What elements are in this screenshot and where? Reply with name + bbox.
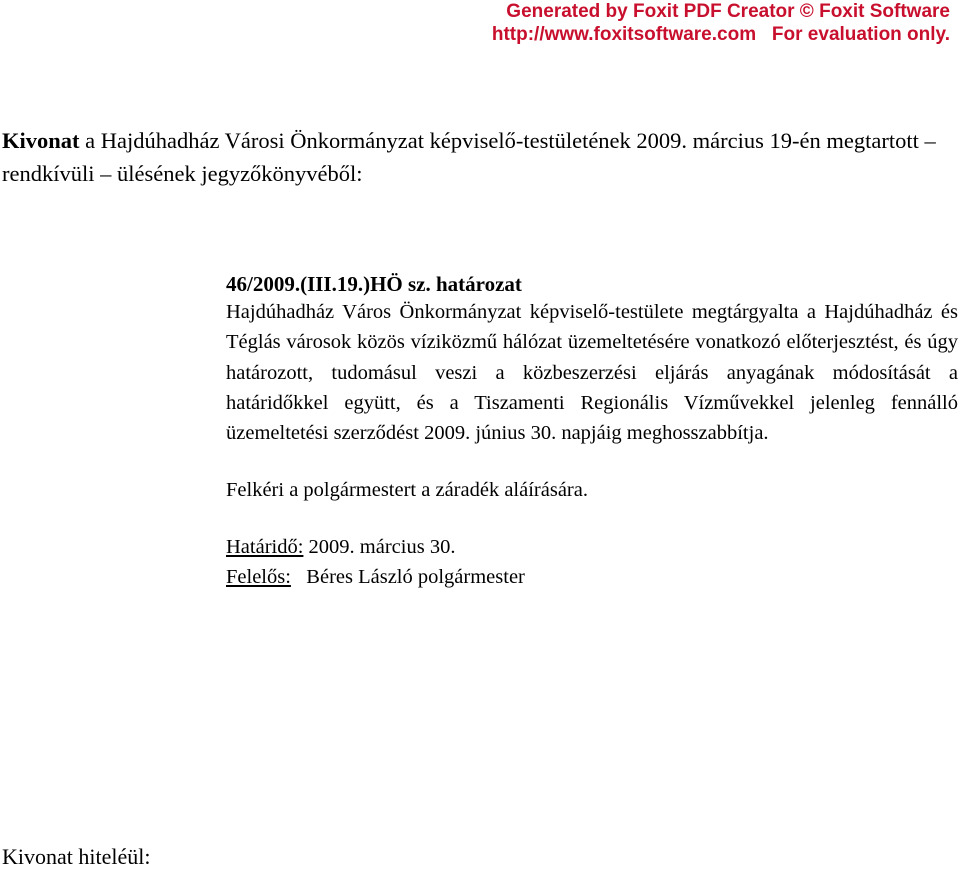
deadline-label: Határidő:: [226, 536, 304, 559]
responsible-label: Felelős:: [226, 566, 291, 589]
resolution-body: Hajdúhadház Város Önkormányzat képviselő-testülete megtárgyalta a Hajdúhadház és Téglás városok közös víziközmű hálózat üzemeltetésére vonatkozó előterjesztést, és úgy határozott, tudomásul veszi a közbeszerzési eljárás anyagának módosítását a határidőkkel együtt, és a Tiszamenti Regionális Vízművekkel jelenleg fennálló üzemeltetési szerződést 2009. június 30. napjáig meghosszabbítja.: [226, 301, 958, 445]
resolution-number: 46/2009.(III.19.)HÖ sz. határozat: [226, 272, 522, 296]
extract-heading-text: a Hajdúhadház Városi Önkormányzat képviselő-testületének 2009. március 19-én megtartott – rendkívüli – ülésének jegyzőkönyvéből:: [2, 128, 936, 186]
deadline-value: 2009. március 30.: [303, 536, 456, 559]
watermark-line-2: http://www.foxitsoftware.com For evaluation only.: [491, 24, 950, 45]
watermark-line-1: Generated by Foxit PDF Creator © Foxit Software: [506, 1, 950, 22]
resolution-request: Felkéri a polgármestert a záradék aláírására.: [226, 479, 588, 502]
certification-label: Kivonat hiteléül:: [2, 844, 151, 869]
extract-heading: [2, 124, 958, 190]
resolution-block: [226, 271, 958, 592]
responsible-value: Béres László polgármester: [290, 566, 525, 589]
deadline-line: [226, 532, 958, 562]
extract-heading-bold: Kivonat: [2, 128, 80, 153]
evaluation-watermark: [492, 0, 950, 46]
responsible-line: [226, 562, 958, 592]
